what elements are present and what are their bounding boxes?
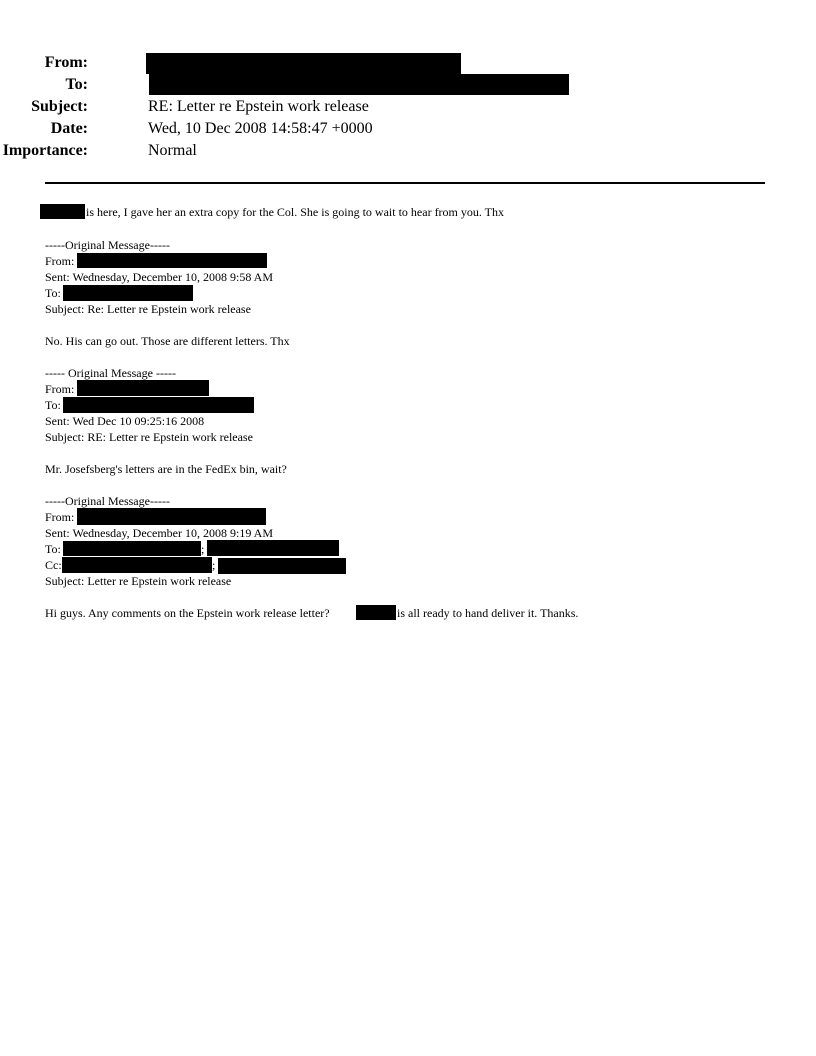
date-label: Date: (50, 120, 88, 137)
redaction-block (77, 508, 266, 525)
redaction-block (77, 253, 267, 268)
msg2-from-label: From: (45, 382, 75, 396)
reply-text: is here, I gave her an extra copy for the Col. She is going to wait to hear from you. Thx (86, 205, 505, 219)
original-message-divider: -----Original Message----- (45, 238, 170, 252)
header-importance-row (0, 140, 760, 162)
redaction-block (63, 397, 254, 413)
msg1-to-label: To: (45, 286, 61, 300)
msg3-text-end: is all ready to hand deliver it. Thanks. (397, 606, 579, 620)
header-divider (45, 182, 765, 184)
subject-label: Subject: (31, 98, 88, 115)
msg2-subject: Subject: RE: Letter re Epstein work release (45, 430, 253, 444)
redaction-block (62, 557, 212, 573)
msg2-to-label: To: (45, 398, 61, 412)
redaction-block (218, 558, 346, 574)
importance-value: Normal (148, 142, 197, 159)
header-to-row (0, 74, 760, 96)
redaction-block (207, 540, 339, 556)
redaction-block (63, 285, 193, 301)
msg3-from-label: From: (45, 510, 75, 524)
header-date-row (0, 118, 760, 140)
redaction-block (146, 53, 461, 74)
msg2-text: Mr. Josefsberg's letters are in the FedEx bin, wait? (45, 462, 287, 476)
recipient-separator: ; (212, 558, 216, 572)
subject-value: RE: Letter re Epstein work release (148, 98, 369, 115)
recipient-separator: ; (201, 542, 205, 556)
header-from-row (0, 52, 760, 74)
to-label: To: (65, 76, 88, 93)
importance-label: Importance: (2, 142, 88, 159)
original-message-divider: ----- Original Message ----- (45, 366, 176, 380)
msg1-from-label: From: (45, 254, 75, 268)
msg3-subject: Subject: Letter re Epstein work release (45, 574, 232, 588)
from-label: From: (44, 54, 88, 71)
msg2-sent: Sent: Wed Dec 10 09:25:16 2008 (45, 414, 205, 428)
redaction-block (40, 204, 85, 219)
msg3-sent: Sent: Wednesday, December 10, 2008 9:19 AM (45, 526, 273, 540)
header-subject-row (0, 96, 760, 118)
original-message-divider: -----Original Message----- (45, 494, 170, 508)
redaction-block (63, 541, 201, 556)
msg1-sent: Sent: Wednesday, December 10, 2008 9:58 AM (45, 270, 273, 284)
redaction-block (77, 380, 209, 396)
msg3-cc-label: Cc: (45, 558, 62, 572)
redaction-block (356, 605, 396, 620)
msg3-text-start: Hi guys. Any comments on the Epstein work release letter? (45, 606, 330, 620)
msg1-subject: Subject: Re: Letter re Epstein work release (45, 302, 251, 316)
msg1-text: No. His can go out. Those are different letters. Thx (45, 334, 290, 348)
msg3-to-label: To: (45, 542, 61, 556)
date-value: Wed, 10 Dec 2008 14:58:47 +0000 (148, 120, 373, 137)
redaction-block (149, 74, 569, 95)
